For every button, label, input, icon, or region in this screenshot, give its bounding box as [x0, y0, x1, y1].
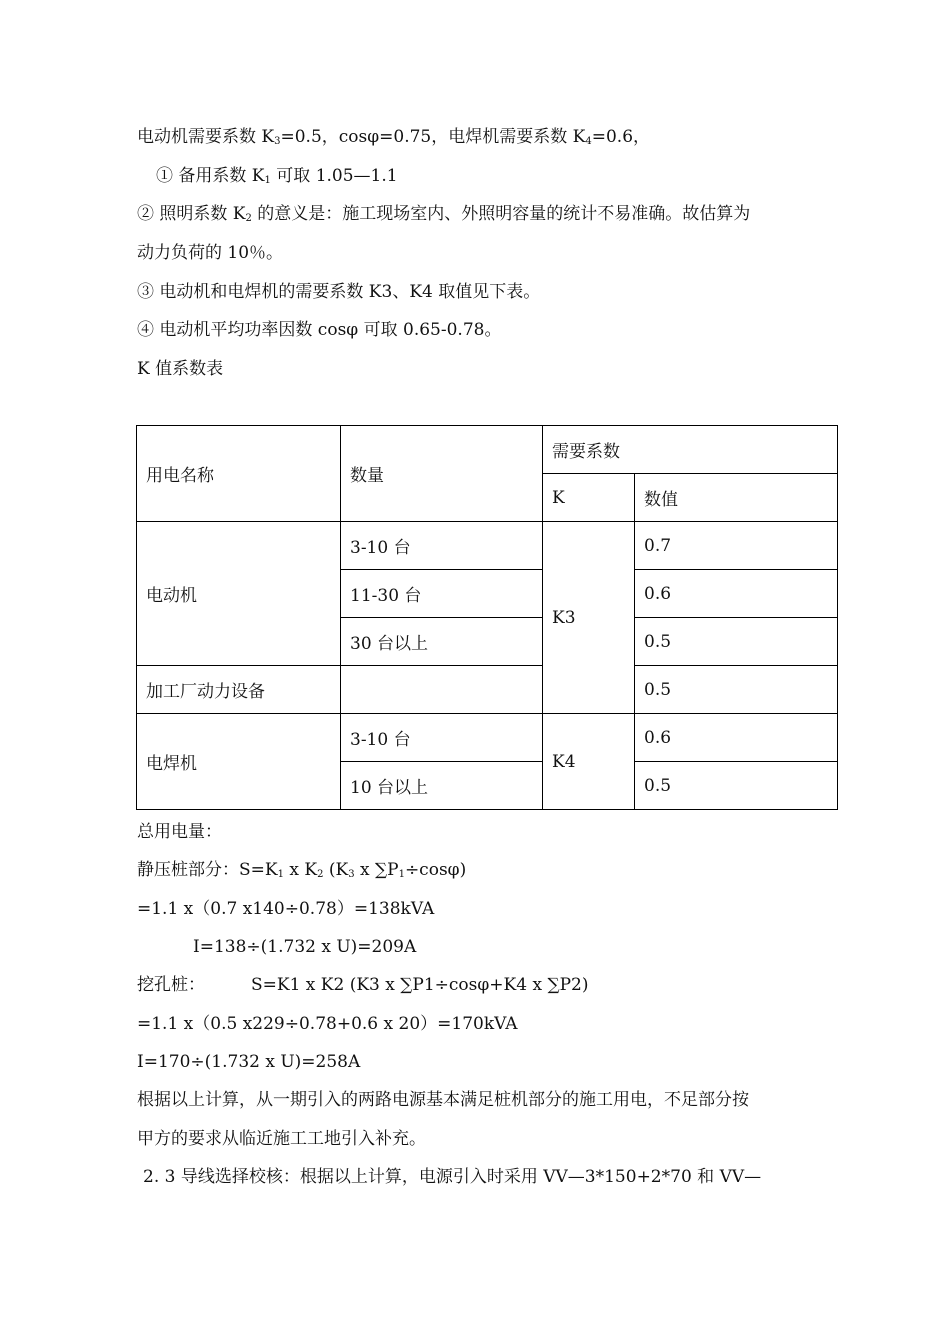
- total-power-heading: 总用电量：: [137, 822, 222, 842]
- item-demand-factor: ③ 电动机和电焊机的需要系数 K3、K4 取值见下表。: [137, 282, 541, 302]
- table-header-row: [137, 426, 838, 474]
- bored-pile-label: 挖孔桩：: [137, 975, 205, 995]
- cell-k3: K3: [543, 522, 635, 714]
- bored-pile-formula: S=K1 x K2 (K3 x ∑P1÷cosφ+K4 x ∑P2): [251, 975, 589, 995]
- cell-value: 0.5: [635, 618, 838, 666]
- cell-welder: 电焊机: [137, 714, 341, 810]
- cell-factory-equipment: 加工厂动力设备: [137, 666, 341, 714]
- header-usage-name: 用电名称: [137, 426, 341, 522]
- header-k: K: [543, 474, 635, 522]
- cell-motor: 电动机: [137, 522, 341, 666]
- table-row: [137, 522, 838, 570]
- conclusion-paragraph-cont: 甲方的要求从临近施工工地引入补充。: [137, 1129, 426, 1149]
- cell-k4: K4: [543, 714, 635, 810]
- header-quantity: 数量: [341, 426, 543, 522]
- cell-value: 0.6: [635, 714, 838, 762]
- cell-quantity: 11-30 台: [341, 570, 543, 618]
- item-lighting-factor: ② 照明系数 $K_2$ 的意义是：施工现场室内、外照明容量的统计不易准确。故估算为: [137, 204, 751, 224]
- static-pile-result: =1.1 x（0.7 x140÷0.78）=138kVA: [137, 899, 435, 919]
- static-pile-formula: 静压桩部分：$S=K_1$ x $K_2$ ($K_3$ x $\sum P_1\div\cos\varphi$): [137, 860, 467, 880]
- cell-value: 0.6: [635, 570, 838, 618]
- cell-value: 0.5: [635, 666, 838, 714]
- cell-quantity: 3-10 台: [341, 522, 543, 570]
- header-demand-factor: 需要系数: [543, 426, 838, 474]
- k-value-table: [136, 425, 838, 810]
- conclusion-paragraph: 根据以上计算，从一期引入的两路电源基本满足桩机部分的施工用电，不足部分按: [137, 1090, 749, 1110]
- bored-pile-current: I=170÷(1.732 x U)=258A: [137, 1052, 361, 1072]
- cell-value: 0.5: [635, 762, 838, 810]
- item-power-factor: ④ 电动机平均功率因数 cosφ 可取 0.65-0.78。: [137, 320, 502, 340]
- cell-quantity: 3-10 台: [341, 714, 543, 762]
- cell-quantity: 10 台以上: [341, 762, 543, 810]
- table-row: [137, 714, 838, 762]
- cell-quantity: 30 台以上: [341, 618, 543, 666]
- cell-quantity-empty: [341, 666, 543, 714]
- table-row: [137, 666, 838, 714]
- cell-value: 0.7: [635, 522, 838, 570]
- item-backup-factor: ① 备用系数 $K_1$ 可取 1.05—1.1: [156, 166, 398, 186]
- header-value: 数值: [635, 474, 838, 522]
- table-caption: K 值系数表: [137, 359, 224, 379]
- paragraph-demand-factors: 电动机需要系数 $K_3=0.5$，cosφ=0.75，电焊机需要系数 $K_4=0.6$，: [137, 127, 651, 147]
- item-lighting-factor-cont: 动力负荷的 10％。: [137, 243, 284, 263]
- section-heading-wire-selection: 2. 3 导线选择校核：根据以上计算，电源引入时采用 VV—3*150+2*70 和 VV—: [143, 1167, 762, 1187]
- static-pile-current: I=138÷(1.732 x U)=209A: [193, 937, 417, 957]
- bored-pile-result: =1.1 x（0.5 x229÷0.78+0.6 x 20）=170kVA: [137, 1014, 518, 1034]
